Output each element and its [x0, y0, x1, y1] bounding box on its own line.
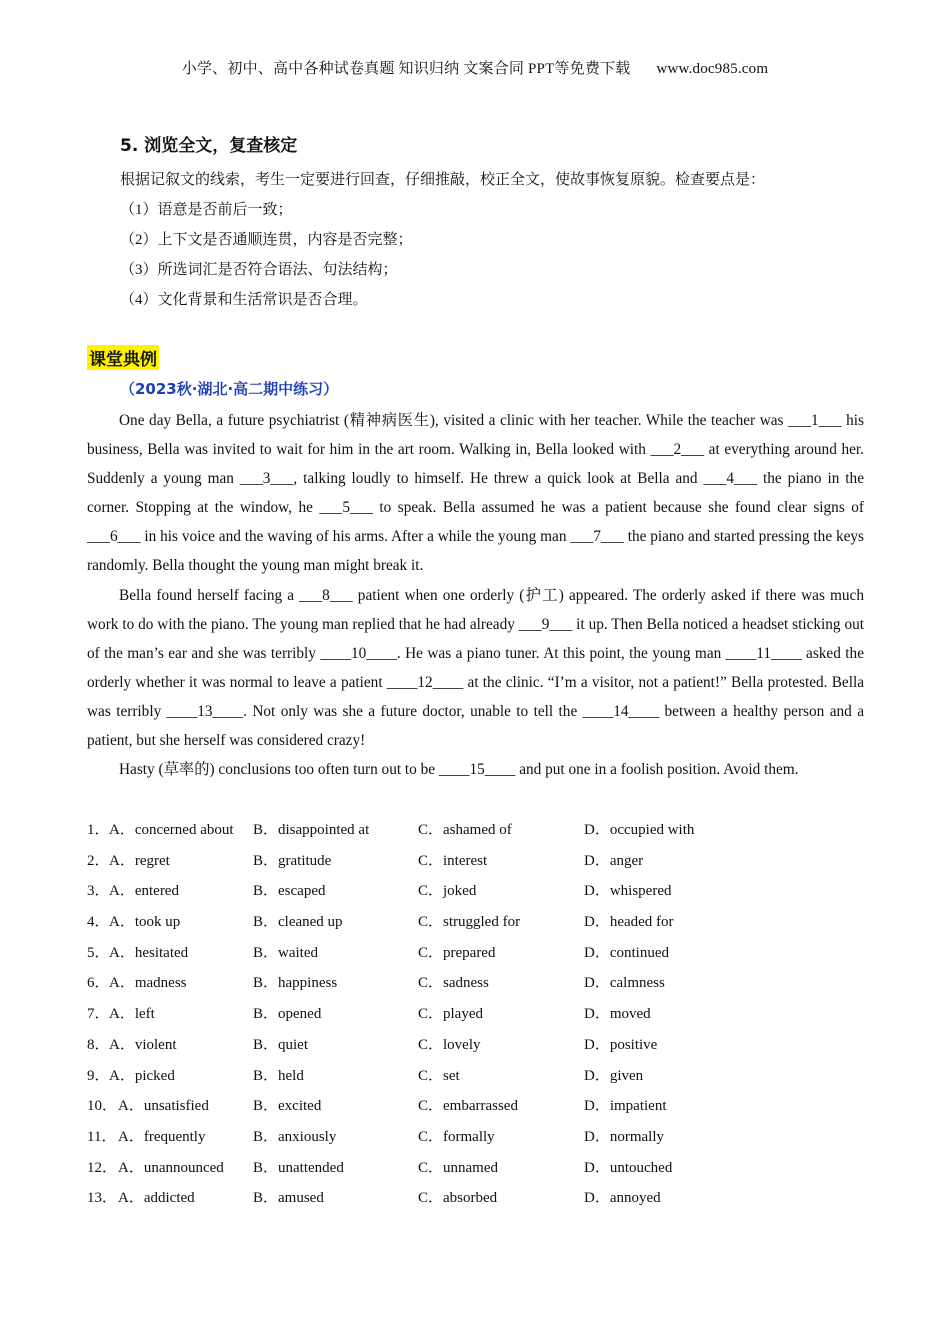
option-b: B．held	[253, 1067, 304, 1084]
option-b: B．waited	[253, 944, 318, 961]
option-a: A．took up	[109, 914, 181, 931]
option-c: C．set	[418, 1067, 460, 1084]
option-a: A．violent	[109, 1036, 177, 1053]
option-d: D．continued	[584, 944, 669, 961]
option-d: D．headed for	[584, 914, 674, 931]
option-d: D．moved	[584, 1006, 651, 1023]
option-a: A．picked	[109, 1067, 175, 1084]
option-c: C．embarrassed	[418, 1098, 518, 1115]
option-c: C．struggled for	[418, 914, 521, 931]
question-row	[87, 968, 867, 999]
option-c: C．absorbed	[418, 1190, 498, 1207]
question-row	[87, 1061, 867, 1092]
option-d: D．calmness	[584, 975, 665, 992]
option-a: A．addicted	[118, 1190, 195, 1207]
passage-paragraph: Bella found herself facing a ___8___ patient when one orderly (护工) appeared. The orderly asked if there was much work to do with the piano. The young man replied that he had already ___9___ it up. Then Bella noticed a headset sticking out of the man’s ear and she was terribly ____10____. He was a piano tuner. At this point, the young man ____11____ asked the orderly whether it was normal to leave a patient ____12____ at the clinic. “I’m a visitor, not a patient!” Bella protested. Bella was terribly ____13____. Not only was she a future doctor, unable to tell the ____14____ between a healthy person and a patient, but she herself was considered crazy!	[87, 586, 864, 750]
option-d: D．untouched	[584, 1159, 673, 1176]
passage-paragraph: Hasty (草率的) conclusions too often turn out to be ____15____ and put one in a foolish position. Avoid them.	[119, 761, 799, 779]
example-source: （2023秋·湖北·高二期中练习）	[120, 380, 339, 398]
question-row	[87, 907, 867, 938]
question-row	[87, 999, 867, 1030]
option-d: D．positive	[584, 1036, 658, 1053]
question-row	[87, 1091, 867, 1122]
question-options	[87, 815, 867, 1214]
passage-paragraph: One day Bella, a future psychiatrist (精神病医生), visited a clinic with her teacher. While the teacher was ___1___ his business, Bella was invited to wait for him in the art room. Walking in, Bella looked with ___2___ at everything around her. Suddenly a young man ___3___, talking loudly to himself. He threw a quick look at Bella and ___4___ the piano in the corner. Stopping at the window, he ___5___ to speak. Bella assumed he was a patient because she found clear signs of ___6___ in his voice and the waving of his arms. After a while the young man ___7___ the piano and started pressing the keys randomly. Bella thought the young man might break it.	[87, 412, 864, 575]
header-text: 小学、初中、高中各种试卷真题 知识归纳 文案合同 PPT等免费下载	[181, 61, 631, 77]
option-b: B．disappointed at	[253, 822, 370, 838]
option-c: C．ashamed of	[418, 822, 512, 838]
check-item: （3）所选词汇是否符合语法、句法结构；	[120, 262, 398, 278]
question-row	[87, 1183, 867, 1214]
cloze-passage	[87, 406, 864, 784]
question-number: 5．	[87, 944, 110, 961]
option-b: B．quiet	[253, 1036, 308, 1053]
option-a: A．frequently	[118, 1128, 206, 1145]
option-d: D．annoyed	[584, 1190, 661, 1207]
option-d: D．whispered	[584, 883, 672, 900]
question-row	[87, 815, 867, 846]
question-number: 1．	[87, 822, 110, 838]
option-c: C．unnamed	[418, 1159, 498, 1176]
check-item: （4）文化背景和生活常识是否合理。	[120, 292, 368, 308]
check-item: （1）语意是否前后一致；	[120, 202, 293, 218]
option-d: D．anger	[584, 852, 644, 869]
section-heading: 5. 浏览全文，复查核定	[120, 136, 298, 156]
option-b: B．happiness	[253, 975, 338, 992]
option-c: C．prepared	[418, 944, 496, 961]
example-title: 课堂典例	[87, 345, 159, 370]
question-row	[87, 1030, 867, 1061]
option-d: D．impatient	[584, 1098, 667, 1115]
option-a: A．concerned about	[109, 822, 234, 838]
option-a: A．unsatisfied	[118, 1098, 209, 1115]
question-number: 13．	[87, 1190, 118, 1207]
question-row	[87, 846, 867, 877]
question-number: 12．	[87, 1159, 118, 1176]
question-number: 8．	[87, 1036, 110, 1053]
option-a: A．regret	[109, 852, 170, 869]
header-url[interactable]: www.doc985.com	[656, 61, 769, 77]
option-a: A．madness	[109, 975, 187, 992]
question-number: 7．	[87, 1006, 110, 1023]
option-b: B．amused	[253, 1190, 324, 1207]
option-c: C．lovely	[418, 1036, 481, 1053]
page-header	[0, 57, 950, 78]
option-c: C．joked	[418, 883, 477, 900]
option-a: A．hesitated	[109, 944, 189, 961]
question-number: 4．	[87, 914, 110, 931]
question-number: 3．	[87, 883, 110, 900]
option-b: B．unattended	[253, 1159, 344, 1176]
question-number: 2．	[87, 852, 110, 869]
option-b: B．escaped	[253, 883, 326, 900]
question-number: 9．	[87, 1067, 110, 1084]
question-row	[87, 938, 867, 969]
option-a: A．entered	[109, 883, 179, 900]
option-c: C．interest	[418, 852, 488, 869]
option-d: D．occupied with	[584, 822, 695, 838]
question-row	[87, 1122, 867, 1153]
question-number: 6．	[87, 975, 110, 992]
option-b: B．opened	[253, 1006, 322, 1023]
option-b: B．excited	[253, 1098, 322, 1115]
question-number: 11．	[87, 1128, 117, 1145]
intro-text: 根据记叙文的线索，考生一定要进行回查，仔细推敲，校正全文，使故事恢复原貌。检查要点是：	[120, 172, 766, 188]
option-d: D．given	[584, 1067, 644, 1084]
intro-block	[120, 165, 870, 315]
option-a: A．unannounced	[118, 1159, 224, 1176]
option-c: C．formally	[418, 1128, 495, 1145]
question-number: 10．	[87, 1098, 118, 1115]
option-b: B．gratitude	[253, 852, 332, 869]
option-a: A．left	[109, 1006, 155, 1023]
question-row	[87, 1153, 867, 1184]
check-item: （2）上下文是否通顺连贯，内容是否完整；	[120, 232, 413, 248]
option-b: B．cleaned up	[253, 914, 343, 931]
option-c: C．sadness	[418, 975, 489, 992]
option-d: D．normally	[584, 1128, 664, 1145]
option-c: C．played	[418, 1006, 483, 1023]
option-b: B．anxiously	[253, 1128, 337, 1145]
question-row	[87, 876, 867, 907]
